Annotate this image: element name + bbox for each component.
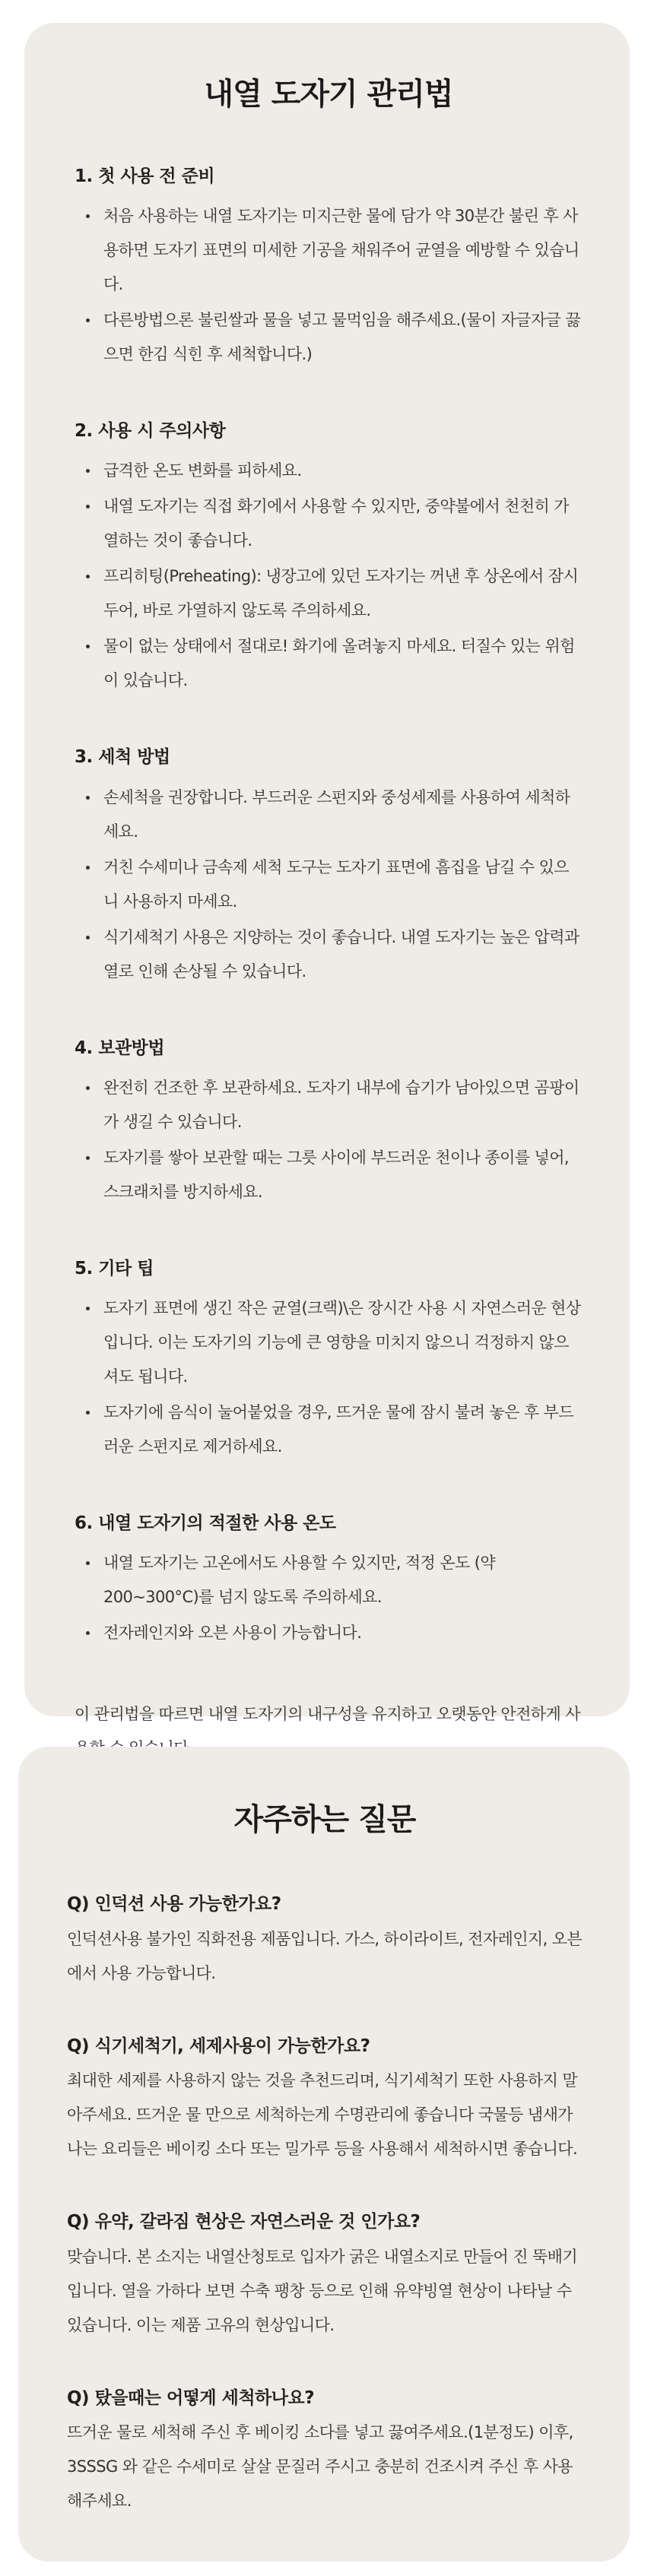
faq-question: Q) 유약, 갈라짐 현상은 자연스러운 것 인가요? bbox=[67, 2212, 421, 2232]
bullet-item: 전자레인지와 오븐 사용이 가능합니다. bbox=[75, 1616, 583, 1650]
bullet-item: 처음 사용하는 내열 도자기는 미지근한 물에 담가 약 30분간 불린 후 사용하면 도자기 표면의 미세한 기공을 채워주어 균열을 예방할 수 있습니다. bbox=[75, 199, 583, 302]
care-section bbox=[75, 1256, 583, 1464]
care-section bbox=[75, 745, 583, 988]
bullet-item: 완전히 건조한 후 보관하세요. 도자기 내부에 습기가 남아있으면 곰팡이가 생길 수 있습니다. bbox=[75, 1071, 583, 1139]
section-title: 3. 세척 방법 bbox=[75, 747, 170, 768]
bullet-item: 프리히팅(Preheating): 냉장고에 있던 도자기는 꺼낸 후 상온에서 잠시 두어, 바로 가열하지 않도록 주의하세요. bbox=[75, 559, 583, 628]
closing-note: 이 관리법을 따르면 내열 도자기의 내구성을 유지하고 오랫동안 안전하게 사 bbox=[75, 1705, 580, 1724]
bullet-item: 내열 도자기는 고온에서도 사용할 수 있지만, 적정 온도 (약 200~300°C)를 넘지 않도록 주의하세요. bbox=[75, 1546, 583, 1614]
bullet-list bbox=[75, 1291, 583, 1464]
section-title: 2. 사용 시 주의사항 bbox=[75, 421, 226, 442]
faq-answer: 최대한 세제를 사용하지 않는 것을 추천드리며, 식기세척기 또한 사용하지 말아주세요. 뜨거운 물 만으로 세척하는게 수명관리에 좋습니다 국물등 냄새가 나는 요리들은 베이킹 소다 또는 밀가루 등을 사용해서 세척하시면 좋습니다. bbox=[67, 2071, 578, 2158]
care-guide-title: 내열 도자기 관리법 bbox=[204, 77, 453, 112]
faq-answer: 인덕션사용 불가인 직화전용 제품입니다. 가스, 하이라이트, 전자레인지, 오븐에서 사용 가능합니다. bbox=[67, 1929, 583, 1982]
faq-item bbox=[67, 2385, 583, 2519]
care-section bbox=[75, 1511, 583, 1650]
bullet-item: 거친 수세미나 금속제 세척 도구는 도자기 표면에 흠집을 남길 수 있으니 사용하지 마세요. bbox=[75, 851, 583, 919]
section-title: 5. 기타 팁 bbox=[75, 1258, 154, 1278]
bullet-item: 도자기 표면에 생긴 작은 균열(크랙)\은 장시간 사용 시 자연스러운 현상입니다. 이는 도자기의 기능에 큰 영향을 미치지 않으니 걱정하지 않으셔도 됩니다. bbox=[75, 1291, 583, 1394]
bullet-item: 물이 없는 상태에서 절대로! 화기에 올려놓지 마세요. 터질수 있는 위험이 있습니다. bbox=[75, 629, 583, 698]
faq-item bbox=[67, 2033, 583, 2167]
care-guide-card bbox=[24, 23, 630, 1724]
bullet-item: 내열 도자기는 직접 화기에서 사용할 수 있지만, 중약불에서 천천히 가열하는 것이 좋습니다. bbox=[75, 490, 583, 558]
bullet-item: 식기세척기 사용은 지양하는 것이 좋습니다. 내열 도자기는 높은 압력과 열로 인해 손상될 수 있습니다. bbox=[75, 920, 583, 989]
faq-question: Q) 인덕션 사용 가능한가요? bbox=[67, 1894, 281, 1914]
faq-question: Q) 탔을때는 어떻게 세척하나요? bbox=[67, 2387, 315, 2408]
bullet-item: 급격한 온도 변화를 피하세요. bbox=[75, 454, 583, 488]
faq-item bbox=[67, 2209, 583, 2343]
faq-card bbox=[18, 1747, 630, 2562]
bullet-list bbox=[75, 199, 583, 372]
section-title: 6. 내열 도자기의 적절한 사용 온도 bbox=[75, 1513, 336, 1533]
bullet-item: 손세척을 권장합니다. 부드러운 스펀지와 중성세제를 사용하여 세척하세요. bbox=[75, 781, 583, 849]
bullet-list bbox=[75, 781, 583, 989]
section-title: 4. 보관방법 bbox=[75, 1038, 165, 1058]
section-title: 1. 첫 사용 전 준비 bbox=[75, 166, 215, 186]
bullet-list bbox=[75, 454, 583, 698]
bullet-item: 다른방법으론 불린쌀과 물을 넣고 물먹임을 해주세요.(물이 자글자글 끓으면 한김 식힌 후 세척합니다.) bbox=[75, 303, 583, 372]
faq-title: 자주하는 질문 bbox=[233, 1802, 416, 1837]
care-section bbox=[75, 419, 583, 698]
faq-question: Q) 식기세척기, 세제사용이 가능한가요? bbox=[67, 2036, 370, 2056]
care-section bbox=[75, 164, 583, 372]
bullet-item: 도자기를 쌓아 보관할 때는 그릇 사이에 부드러운 천이나 종이를 넣어, 스크래치를 방지하세요. bbox=[75, 1141, 583, 1209]
bullet-item: 도자기에 음식이 눌어붙었을 경우, 뜨거운 물에 잠시 불려 놓은 후 부드러운 스펀지로 제거하세요. bbox=[75, 1396, 583, 1464]
bullet-list bbox=[75, 1546, 583, 1650]
bullet-list bbox=[75, 1071, 583, 1209]
faq-answer: 맞습니다. 본 소지는 내열산청토로 입자가 굵은 내열소지로 만들어 진 뚝배기 입니다. 열을 가하다 보면 수축 팽창 등으로 인해 유약빙열 현상이 나타날 수 있습니다. 이는 제품 고유의 현상입니다. bbox=[67, 2247, 578, 2334]
faq-answer: 뜨거운 물로 세척해 주신 후 베이킹 소다를 넣고 끓여주세요.(1분정도) 이후, 3SSSG 와 같은 수세미로 살살 문질러 주시고 충분히 건조시켜 주신 후 사용해주세요. bbox=[67, 2423, 573, 2510]
care-section bbox=[75, 1036, 583, 1209]
faq-item bbox=[67, 1891, 583, 1991]
